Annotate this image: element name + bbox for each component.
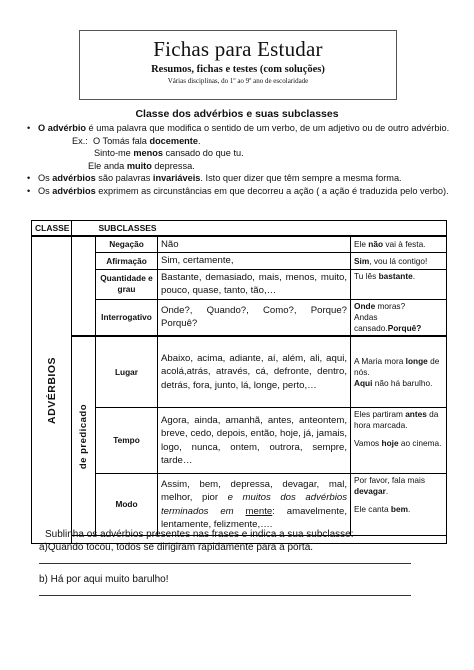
sub-tempo: Tempo	[96, 408, 158, 474]
bullet-circumstances: • Os advérbios exprimem as circunstâncias em que decorreu a ação ( a ação é traduzida pelo verbo).	[24, 185, 450, 198]
example-lugar: A Maria mora longe de nós. Aqui não há barulho.	[351, 336, 447, 408]
sub-lugar: Lugar	[96, 336, 158, 408]
bullet-definition: • O advérbio é uma palavra que modifica o sentido de um verbo, de um adjetivo ou de outro advérbio.	[24, 122, 450, 135]
section-title: Classe dos advérbios e suas subclasses	[135, 108, 339, 120]
example-2: Sinto-me menos cansado do que tu.	[94, 148, 244, 158]
header-subtitle: Resumos, fichas e testes (com soluções)	[151, 64, 325, 75]
sub-quantidade: Quantidade e grau	[96, 269, 158, 299]
example-tempo: Eles partiram antes da hora marcada. Vamos hoje ao cinema.	[351, 408, 447, 474]
class-cell	[32, 236, 72, 544]
example-3: Ele anda muito depressa.	[88, 160, 195, 171]
header-title: Fichas para Estudar	[153, 37, 323, 61]
example-interrogativo: Onde moras? Andas cansado.Porquê?	[351, 299, 447, 336]
example-negacao: Ele não vai à festa.	[351, 236, 447, 253]
answer-line-b[interactable]	[39, 595, 411, 596]
words-lugar: Abaixo, acima, adiante, aí, além, ali, aqui, acolá,atrás, através, cá, defronte, dentro, detrás, fora, junto, lá, longe, perto,…	[158, 336, 351, 408]
sub-afirmacao: Afirmação	[96, 253, 158, 269]
words-afirmacao: Sim, certamente,	[158, 253, 351, 269]
col-subclasses: SUBCLASSES	[96, 221, 447, 237]
example-modo: Por favor, fala mais devagar. Ele canta bem.	[351, 474, 447, 536]
exercise-b: b) Há por aqui muito barulho!	[39, 574, 169, 585]
sub-modo: Modo	[96, 474, 158, 536]
example-quantidade: Tu lês bastante.	[351, 269, 447, 299]
intro-text	[24, 122, 450, 197]
table-header-row	[32, 221, 447, 237]
sub-interrogativo: Interrogativo	[96, 299, 158, 336]
adverb-table	[31, 220, 447, 544]
words-tempo: Agora, ainda, amanhã, antes, anteontem, breve, cedo, depois, então, hoje, já, jamais, logo, nunca, ontem, outrora, sempre, tarde…	[158, 408, 351, 474]
words-modo: Assim, bem, depressa, devagar, mal, melhor, pior e muitos dos advérbios terminados em mente: amavelmente, lentamente, felizmente,….	[158, 474, 351, 536]
class-label: ADVÉRBIOS	[45, 356, 58, 424]
header-tagline: Várias disciplinas, do 1º ao 9º ano de escolaridade	[167, 77, 309, 85]
words-negacao: Não	[158, 236, 351, 253]
header-box	[79, 30, 397, 100]
sub-negacao: Negação	[96, 236, 158, 253]
predicado-cell	[72, 336, 96, 536]
words-quantidade: Bastante, demasiado, mais, menos, muito, pouco, quase, tanto, tão,…	[158, 269, 351, 299]
table-row	[32, 236, 447, 253]
predicado-label: de predicado	[78, 403, 89, 469]
words-interrogativo: Onde?, Quando?, Como?, Porque? Porquê?	[158, 299, 351, 336]
col-classe: CLASSE	[32, 221, 72, 237]
exercise-a: a)Quando tocou, todos se dirigiram rapidamente para a porta.	[39, 542, 314, 553]
example-afirmacao: Sim, vou lá contigo!	[351, 253, 447, 269]
exercise-section	[39, 528, 429, 596]
bullet-invariable: • Os advérbios são palavras invariáveis. Isto quer dizer que têm sempre a mesma forma.	[24, 172, 450, 185]
example-1: Ex.: O Tomás fala docemente.	[72, 135, 201, 146]
exercise-instruction: Sublinha os advérbios presentes nas frases e indica a sua subclasse:	[45, 529, 354, 540]
table-row	[32, 336, 447, 408]
